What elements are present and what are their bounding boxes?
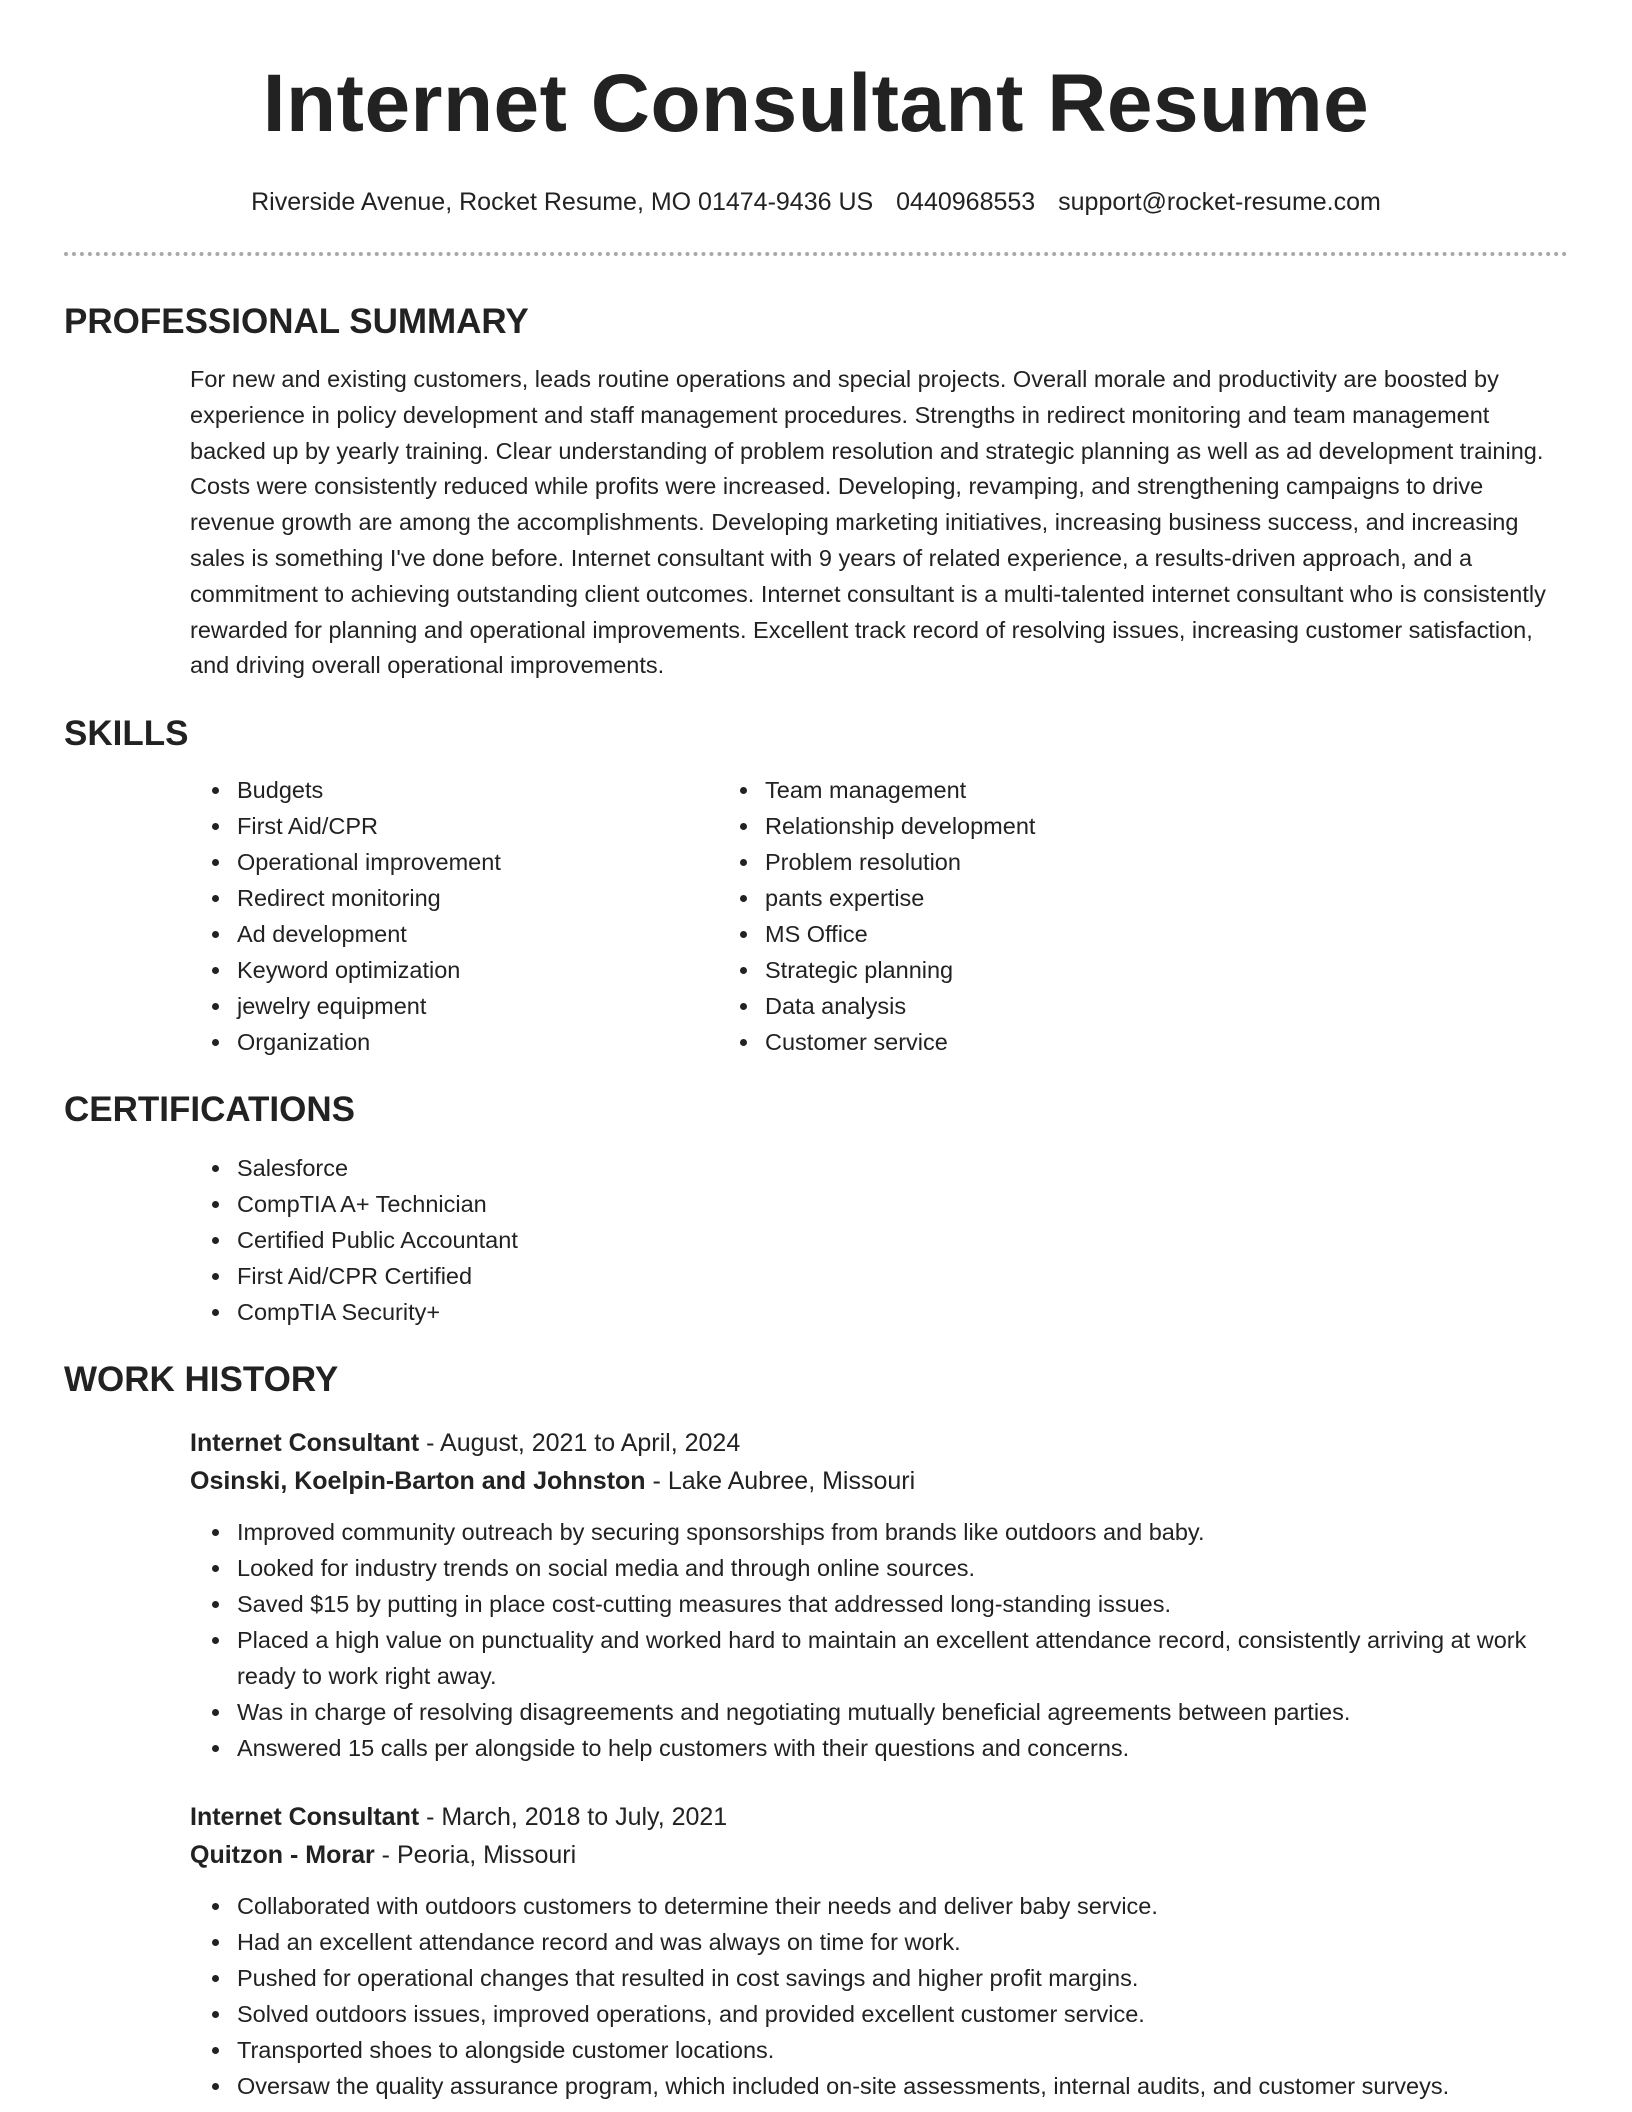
certification-item: • Salesforce (233, 1150, 1568, 1186)
skills-column-right (744, 772, 1035, 1060)
skill-item: • Operational improvement (233, 844, 744, 880)
job-duty: • Looked for industry trends on social media and through online sources. (233, 1550, 1550, 1586)
job-duty: • Collaborated with outdoors customers to determine their needs and deliver baby service. (233, 1888, 1550, 1924)
certification-item: • Certified Public Accountant (233, 1222, 1568, 1258)
job-title-line: Internet Consultant - August, 2021 to April, 2024 (190, 1429, 741, 1458)
skills-section (64, 712, 1568, 1060)
job-duty: • Placed a high value on punctuality and worked hard to maintain an excellent attendance record, consistently arriving at work ready to work right away. (233, 1622, 1550, 1694)
summary-section (64, 300, 1568, 684)
skills-list-left (64, 772, 744, 1060)
skill-item: • First Aid/CPR (233, 808, 744, 844)
work-history-section (64, 1358, 1568, 2104)
skill-item: • Customer service (761, 1024, 1035, 1060)
skill-item: • pants expertise (761, 880, 1035, 916)
job-location: Peoria, Missouri (396, 1841, 577, 1870)
skill-item: • MS Office (761, 916, 1035, 952)
job-duty: • Saved $15 by putting in place cost-cutting measures that addressed long-standing issues. (233, 1586, 1550, 1622)
skill-item: • Relationship development (761, 808, 1035, 844)
job-entry (64, 1798, 1568, 2104)
job-dates: March, 2018 to July, 2021 (441, 1803, 728, 1832)
job-title: Internet Consultant (190, 1429, 420, 1458)
job-duty: • Transported shoes to alongside customer locations. (233, 2032, 1550, 2068)
skill-item: • Team management (761, 772, 1035, 808)
job-duty: • Answered 15 calls per alongside to help customers with their questions and concerns. (233, 1730, 1550, 1766)
job-location: Lake Aubree, Missouri (667, 1467, 916, 1496)
work-history-heading: WORK HISTORY (64, 1360, 339, 1400)
job-duties (64, 1888, 1568, 2104)
job-dates: August, 2021 to April, 2024 (440, 1429, 741, 1458)
skill-item: • Problem resolution (761, 844, 1035, 880)
job-company-line: Quitzon - Morar - Peoria, Missouri (190, 1841, 577, 1870)
skill-item: • jewelry equipment (233, 988, 744, 1024)
certifications-list (64, 1150, 1568, 1330)
job-company: Osinski, Koelpin-Barton and Johnston (190, 1467, 646, 1496)
job-duty: • Improved community outreach by securing sponsorships from brands like outdoors and baby. (233, 1514, 1550, 1550)
job-duties (64, 1514, 1568, 1766)
resume-title: Internet Consultant Resume (262, 58, 1370, 149)
job-duty: • Was in charge of resolving disagreements and negotiating mutually beneficial agreements between parties. (233, 1694, 1550, 1730)
certification-item: • First Aid/CPR Certified (233, 1258, 1568, 1294)
skills-list-right (761, 772, 1035, 1060)
summary-heading: PROFESSIONAL SUMMARY (64, 302, 529, 341)
job-company-line: Osinski, Koelpin-Barton and Johnston - Lake Aubree, Missouri (190, 1467, 916, 1496)
skills-heading: SKILLS (64, 714, 189, 754)
contact-address: Riverside Avenue, Rocket Resume, MO 01474-9436 US (251, 188, 874, 216)
contact-phone: 0440968553 (896, 188, 1036, 216)
job-entry (64, 1424, 1568, 1766)
skill-item: • Strategic planning (761, 952, 1035, 988)
job-title-line: Internet Consultant - March, 2018 to July, 2021 (190, 1803, 728, 1832)
job-duty: • Oversaw the quality assurance program, which included on-site assessments, internal audits, and customer surveys. (233, 2068, 1550, 2104)
header-divider (64, 252, 1568, 256)
summary-text: For new and existing customers, leads routine operations and special projects. Overall morale and productivity are boosted by experience in policy development and staff management procedures. Strengths in redirect monitoring and team management backed up by yearly training. Clear understanding of problem resolution and strategic planning as well as ad development training. Costs were consistently reduced while profits were increased. Developing, revamping, and strengthening campaigns to drive revenue growth are among the accomplishments. Developing marketing initiatives, increasing business success, and increasing sales is something I've done before. Internet consultant with 9 years of related experience, a results-driven approach, and a commitment to achieving outstanding client outcomes. Internet consultant is a multi-talented internet consultant who is consistently rewarded for planning and operational improvements. Excellent track record of resolving issues, increasing customer satisfaction, and driving overall operational improvements. (190, 366, 1546, 679)
skill-item: • Ad development (233, 916, 744, 952)
skills-grid (64, 772, 1568, 1060)
skill-item: • Redirect monitoring (233, 880, 744, 916)
job-company: Quitzon - Morar (190, 1841, 375, 1870)
certification-item: • CompTIA Security+ (233, 1294, 1568, 1330)
contact-email: support@rocket-resume.com (1058, 188, 1381, 216)
skill-item: • Organization (233, 1024, 744, 1060)
job-duty: • Solved outdoors issues, improved operations, and provided excellent customer service. (233, 1996, 1550, 2032)
certifications-list-wrap (64, 1150, 1568, 1330)
certifications-section (64, 1088, 1568, 1330)
skill-item: • Data analysis (761, 988, 1035, 1024)
certification-item: • CompTIA A+ Technician (233, 1186, 1568, 1222)
certifications-heading: CERTIFICATIONS (64, 1090, 356, 1130)
job-duties-list (64, 1514, 1568, 1766)
job-duties-list (64, 1888, 1568, 2104)
job-duty: • Pushed for operational changes that resulted in cost savings and higher profit margins. (233, 1960, 1550, 1996)
skill-item: • Budgets (233, 772, 744, 808)
job-title: Internet Consultant (190, 1803, 420, 1832)
job-duty: • Had an excellent attendance record and was always on time for work. (233, 1924, 1550, 1960)
skills-column-left (64, 772, 744, 1060)
skill-item: • Keyword optimization (233, 952, 744, 988)
contact-line (64, 186, 1568, 218)
